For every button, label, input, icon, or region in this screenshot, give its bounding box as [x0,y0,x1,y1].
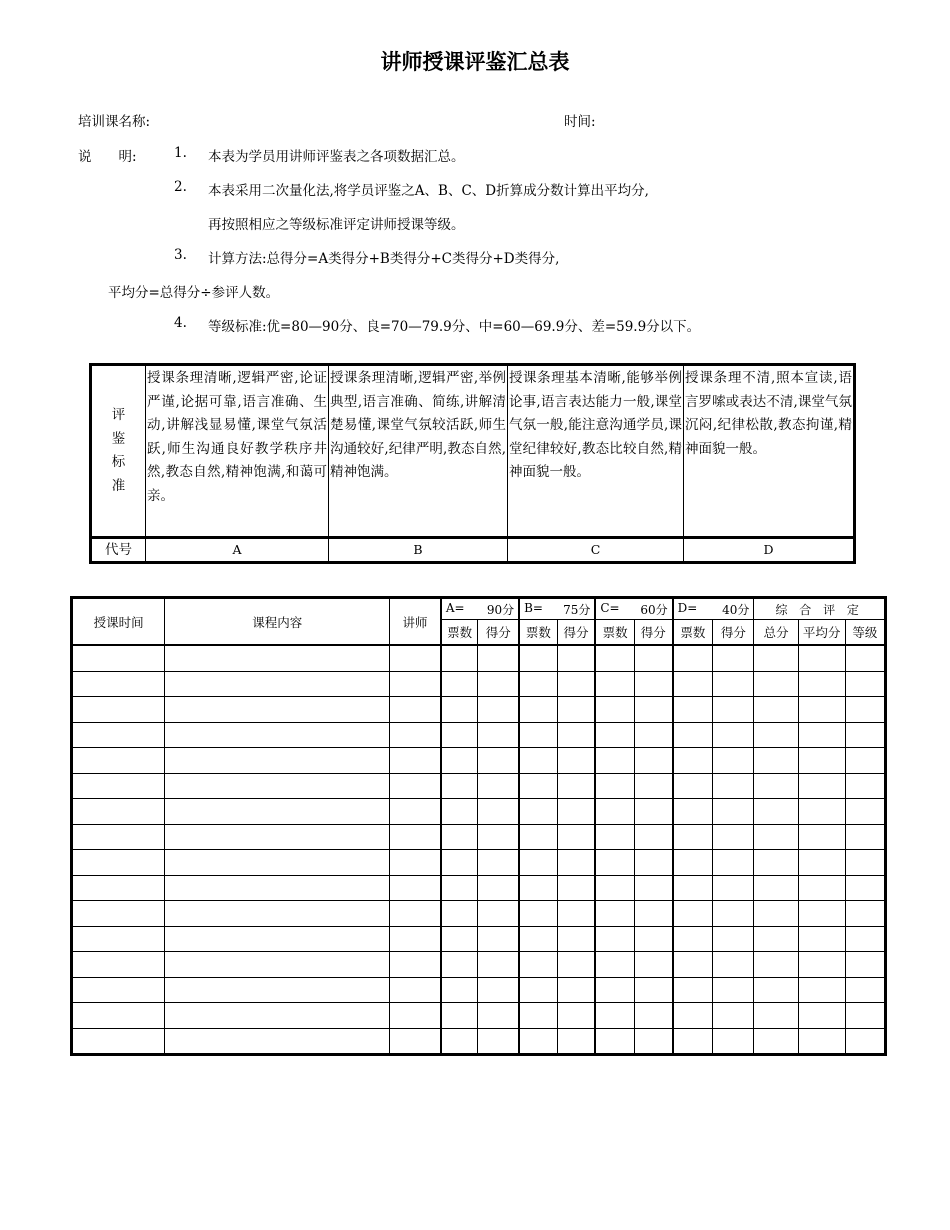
table-cell[interactable] [845,773,885,799]
table-cell[interactable] [634,952,672,978]
table-cell[interactable] [798,875,845,901]
table-cell[interactable] [713,850,754,876]
group-a-score: 90分 [486,602,515,617]
table-cell[interactable] [165,748,390,774]
table-cell[interactable] [519,748,557,774]
table-cell[interactable] [713,799,754,825]
table-cell[interactable] [441,799,478,825]
table-cell[interactable] [557,671,595,697]
table-cell[interactable] [390,697,441,723]
table-cell[interactable] [72,926,165,952]
table-cell[interactable] [798,926,845,952]
table-cell[interactable] [754,748,798,774]
table-cell[interactable] [673,850,713,876]
notes-label: 说 明: [78,149,137,165]
sub-votes-d: 票数 [673,620,713,646]
sub-average: 平均分 [798,620,845,646]
table-cell[interactable] [72,1003,165,1029]
table-cell[interactable] [595,645,634,671]
table-cell[interactable] [165,824,390,850]
table-cell[interactable] [165,1028,390,1055]
table-cell[interactable] [557,697,595,723]
table-cell[interactable] [519,799,557,825]
table-cell[interactable] [165,901,390,927]
table-row [72,952,886,978]
table-cell[interactable] [798,697,845,723]
table-cell[interactable] [634,645,672,671]
table-cell[interactable] [165,977,390,1003]
table-cell[interactable] [519,850,557,876]
table-cell[interactable] [595,824,634,850]
table-cell[interactable] [165,799,390,825]
table-cell[interactable] [557,824,595,850]
note-3a: 计算方法:总得分=A类得分+B类得分+C类得分+D类得分, [208,251,560,267]
table-cell[interactable] [673,926,713,952]
table-cell[interactable] [595,952,634,978]
sub-score-c: 得分 [634,620,672,646]
table-cell[interactable] [165,1003,390,1029]
summary-table [70,596,887,1056]
table-cell[interactable] [72,722,165,748]
table-cell[interactable] [519,977,557,1003]
table-row [72,1028,886,1055]
table-cell[interactable] [595,697,634,723]
table-cell[interactable] [390,645,441,671]
table-cell[interactable] [595,671,634,697]
table-row [72,697,886,723]
table-cell[interactable] [754,697,798,723]
sub-grade: 等级 [845,620,885,646]
table-cell[interactable] [165,875,390,901]
table-cell[interactable] [557,748,595,774]
table-cell[interactable] [798,824,845,850]
table-cell[interactable] [441,952,478,978]
table-cell[interactable] [557,850,595,876]
table-cell[interactable] [845,850,885,876]
table-row [72,773,886,799]
table-cell[interactable] [441,824,478,850]
code-c: C [508,538,684,563]
table-cell[interactable] [673,645,713,671]
table-cell[interactable] [595,722,634,748]
table-cell[interactable] [390,977,441,1003]
sub-votes-c: 票数 [595,620,634,646]
table-cell[interactable] [441,901,478,927]
table-cell[interactable] [519,722,557,748]
table-cell[interactable] [72,1028,165,1055]
table-cell[interactable] [798,645,845,671]
table-row [72,748,886,774]
table-cell[interactable] [713,671,754,697]
table-row [72,645,886,671]
table-cell[interactable] [634,850,672,876]
table-cell[interactable] [165,773,390,799]
table-cell[interactable] [390,952,441,978]
table-cell[interactable] [845,875,885,901]
sub-score-a: 得分 [478,620,519,646]
time-label: 时间: [564,114,596,130]
group-c-label: C= [600,600,620,615]
table-cell[interactable] [72,645,165,671]
code-label: 代号 [91,538,146,563]
table-cell[interactable] [165,722,390,748]
table-cell[interactable] [441,645,478,671]
table-cell[interactable] [390,1028,441,1055]
table-cell[interactable] [754,799,798,825]
table-cell[interactable] [595,1003,634,1029]
note-4-number: 4. [174,315,187,331]
table-cell[interactable] [72,748,165,774]
table-cell[interactable] [673,697,713,723]
table-cell[interactable] [798,850,845,876]
table-cell[interactable] [478,850,519,876]
table-cell[interactable] [519,773,557,799]
table-cell[interactable] [390,799,441,825]
table-cell[interactable] [798,773,845,799]
table-cell[interactable] [165,671,390,697]
table-cell[interactable] [845,1028,885,1055]
criteria-side-char: 鉴 [111,430,126,447]
table-cell[interactable] [713,1003,754,1029]
table-cell[interactable] [478,799,519,825]
table-cell[interactable] [478,875,519,901]
table-cell[interactable] [557,952,595,978]
table-cell[interactable] [72,773,165,799]
table-cell[interactable] [441,875,478,901]
table-cell[interactable] [72,824,165,850]
table-cell[interactable] [798,1028,845,1055]
table-cell[interactable] [754,926,798,952]
table-cell[interactable] [595,799,634,825]
table-cell[interactable] [713,926,754,952]
table-cell[interactable] [845,645,885,671]
criteria-side-char: 评 [111,407,126,423]
table-cell[interactable] [673,901,713,927]
criteria-c-text: 授课条理基本清晰,能够举例论事,语言表达能力一般,课堂气氛一般,能注意沟通学员,课堂纪律较好,教态比较自然,精神面貌一般。 [508,365,684,538]
table-cell[interactable] [845,697,885,723]
table-cell[interactable] [673,773,713,799]
table-cell[interactable] [72,799,165,825]
table-cell[interactable] [441,850,478,876]
col-teaching-time: 授课时间 [72,598,165,646]
table-cell[interactable] [798,748,845,774]
table-cell[interactable] [754,773,798,799]
group-b-header [519,598,595,620]
table-cell[interactable] [478,645,519,671]
sub-votes-a: 票数 [441,620,478,646]
table-cell[interactable] [713,824,754,850]
table-cell[interactable] [754,875,798,901]
table-cell[interactable] [519,952,557,978]
group-c-header [595,598,672,620]
table-cell[interactable] [72,875,165,901]
table-cell[interactable] [798,901,845,927]
table-cell[interactable] [754,901,798,927]
table-row [72,1003,886,1029]
table-cell[interactable] [441,1028,478,1055]
criteria-b-text: 授课条理清晰,逻辑严密,举例典型,语言准确、简练,讲解清楚易懂,课堂气氛较活跃,师生沟通较好,纪律严明,教态自然,精神饱满。 [329,365,508,538]
group-b-score: 75分 [563,602,591,617]
table-cell[interactable] [478,1028,519,1055]
code-d: D [684,538,855,563]
table-cell[interactable] [634,671,672,697]
table-cell[interactable] [634,1028,672,1055]
table-cell[interactable] [390,926,441,952]
table-cell[interactable] [634,875,672,901]
table-cell[interactable] [557,901,595,927]
table-cell[interactable] [634,773,672,799]
table-cell[interactable] [713,773,754,799]
sub-votes-b: 票数 [519,620,557,646]
group-d-score: 40分 [722,602,750,617]
table-cell[interactable] [845,722,885,748]
table-cell[interactable] [478,671,519,697]
table-cell[interactable] [754,1028,798,1055]
table-cell[interactable] [72,977,165,1003]
table-cell[interactable] [634,926,672,952]
criteria-d-text: 授课条理不清,照本宣读,语言罗嗦或表达不清,课堂气氛沉闷,纪律松散,教态拘谨,精神面貌一般。 [684,365,855,538]
table-cell[interactable] [673,722,713,748]
table-cell[interactable] [390,1003,441,1029]
table-cell[interactable] [478,697,519,723]
table-cell[interactable] [673,748,713,774]
table-cell[interactable] [519,1003,557,1029]
table-cell[interactable] [72,952,165,978]
criteria-side-label [91,365,146,538]
table-cell[interactable] [165,645,390,671]
criteria-a-text: 授课条理清晰,逻辑严密,论证严谨,论据可靠,语言准确、生动,讲解浅显易懂,课堂气氛活跃,师生沟通良好教学秩序井然,教态自然,精神饱满,和蔼可亲。 [146,365,329,538]
table-cell[interactable] [441,722,478,748]
sub-score-b: 得分 [557,620,595,646]
table-cell[interactable] [595,748,634,774]
table-cell[interactable] [754,850,798,876]
table-cell[interactable] [754,977,798,1003]
table-cell[interactable] [165,697,390,723]
table-cell[interactable] [754,824,798,850]
table-cell[interactable] [634,722,672,748]
table-cell[interactable] [557,926,595,952]
table-cell[interactable] [595,977,634,1003]
table-cell[interactable] [754,671,798,697]
table-cell[interactable] [673,875,713,901]
table-cell[interactable] [519,1028,557,1055]
table-cell[interactable] [845,799,885,825]
table-cell[interactable] [478,952,519,978]
group-d-label: D= [677,600,698,615]
criteria-side-char: 标 [111,454,126,470]
table-cell[interactable] [519,875,557,901]
table-cell[interactable] [595,850,634,876]
table-cell[interactable] [634,748,672,774]
table-cell[interactable] [754,645,798,671]
group-a-label: A= [445,600,465,615]
table-cell[interactable] [798,952,845,978]
table-cell[interactable] [478,824,519,850]
table-cell[interactable] [557,1028,595,1055]
table-cell[interactable] [754,722,798,748]
table-cell[interactable] [478,926,519,952]
table-row [72,799,886,825]
table-cell[interactable] [673,1003,713,1029]
table-cell[interactable] [673,952,713,978]
table-cell[interactable] [634,901,672,927]
table-cell[interactable] [519,671,557,697]
table-cell[interactable] [72,901,165,927]
table-cell[interactable] [390,671,441,697]
table-row [72,926,886,952]
group-a-header [441,598,519,620]
table-cell[interactable] [390,748,441,774]
table-cell[interactable] [165,926,390,952]
table-cell[interactable] [557,773,595,799]
table-cell[interactable] [595,1028,634,1055]
table-cell[interactable] [845,977,885,1003]
course-name-label: 培训课名称: [78,114,151,130]
note-1: 本表为学员用讲师评鉴表之各项数据汇总。 [208,149,465,165]
table-cell[interactable] [845,901,885,927]
table-row [72,722,886,748]
table-cell[interactable] [634,824,672,850]
table-cell[interactable] [441,1003,478,1029]
table-cell[interactable] [713,645,754,671]
table-cell[interactable] [595,773,634,799]
table-cell[interactable] [72,671,165,697]
table-cell[interactable] [673,671,713,697]
note-3b: 平均分=总得分÷参评人数。 [108,285,280,301]
sub-score-d: 得分 [713,620,754,646]
table-cell[interactable] [754,1003,798,1029]
criteria-table [89,363,856,564]
table-cell[interactable] [441,773,478,799]
table-cell[interactable] [673,977,713,1003]
table-cell[interactable] [713,875,754,901]
note-3-number: 3. [174,247,187,263]
col-course-content: 课程内容 [165,598,390,646]
table-row [72,824,886,850]
group-b-label: B= [524,600,543,615]
table-cell[interactable] [634,1003,672,1029]
table-cell[interactable] [519,901,557,927]
table-cell[interactable] [557,977,595,1003]
table-cell[interactable] [713,952,754,978]
table-cell[interactable] [478,773,519,799]
table-cell[interactable] [595,875,634,901]
table-cell[interactable] [165,850,390,876]
table-cell[interactable] [165,952,390,978]
table-cell[interactable] [798,671,845,697]
group-c-score: 60分 [640,602,668,617]
table-cell[interactable] [713,722,754,748]
table-cell[interactable] [713,748,754,774]
note-1-number: 1. [174,145,187,161]
table-cell[interactable] [634,977,672,1003]
table-cell[interactable] [390,875,441,901]
note-2a: 本表采用二次量化法,将学员评鉴之A、B、C、D折算成分数计算出平均分, [208,183,649,199]
table-cell[interactable] [845,926,885,952]
table-cell[interactable] [798,1003,845,1029]
table-cell[interactable] [557,645,595,671]
table-cell[interactable] [754,952,798,978]
table-row [72,977,886,1003]
table-cell[interactable] [390,901,441,927]
table-cell[interactable] [798,722,845,748]
table-cell[interactable] [390,824,441,850]
table-cell[interactable] [798,799,845,825]
table-cell[interactable] [519,926,557,952]
table-cell[interactable] [390,773,441,799]
table-cell[interactable] [72,697,165,723]
table-cell[interactable] [519,645,557,671]
col-lecturer: 讲师 [390,598,441,646]
note-4: 等级标准:优=80—90分、良=70—79.9分、中=60—69.9分、差=59.9分以下。 [208,319,701,335]
table-cell[interactable] [557,799,595,825]
group-eval-header: 综 合 评 定 [754,598,886,620]
table-cell[interactable] [634,697,672,723]
table-cell[interactable] [441,697,478,723]
table-cell[interactable] [845,824,885,850]
table-row [72,901,886,927]
table-cell[interactable] [713,1028,754,1055]
table-cell[interactable] [478,722,519,748]
table-cell[interactable] [478,901,519,927]
table-cell[interactable] [673,824,713,850]
table-cell[interactable] [390,850,441,876]
table-cell[interactable] [845,748,885,774]
table-cell[interactable] [713,697,754,723]
table-cell[interactable] [557,875,595,901]
table-cell[interactable] [72,850,165,876]
table-cell[interactable] [441,926,478,952]
code-b: B [329,538,508,563]
page-title: 讲师授课评鉴汇总表 [380,50,570,74]
table-cell[interactable] [478,977,519,1003]
table-cell[interactable] [845,952,885,978]
table-cell[interactable] [845,671,885,697]
table-cell[interactable] [478,1003,519,1029]
sub-total: 总分 [754,620,798,646]
table-cell[interactable] [798,977,845,1003]
table-row [72,850,886,876]
table-cell[interactable] [441,671,478,697]
table-cell[interactable] [390,722,441,748]
note-2b: 再按照相应之等级标准评定讲师授课等级。 [208,217,465,233]
table-cell[interactable] [595,901,634,927]
code-a: A [146,538,329,563]
table-cell[interactable] [595,926,634,952]
table-cell[interactable] [713,901,754,927]
summary-body [72,645,886,1055]
table-cell[interactable] [441,748,478,774]
table-cell[interactable] [557,1003,595,1029]
table-cell[interactable] [673,799,713,825]
table-cell[interactable] [673,1028,713,1055]
table-cell[interactable] [441,977,478,1003]
note-2-number: 2. [174,179,187,195]
table-cell[interactable] [634,799,672,825]
table-cell[interactable] [845,1003,885,1029]
table-cell[interactable] [713,977,754,1003]
table-cell[interactable] [519,824,557,850]
group-d-header [673,598,754,620]
table-row [72,875,886,901]
table-row [72,671,886,697]
table-cell[interactable] [557,722,595,748]
table-cell[interactable] [519,697,557,723]
criteria-side-char: 准 [111,477,126,494]
table-cell[interactable] [478,748,519,774]
